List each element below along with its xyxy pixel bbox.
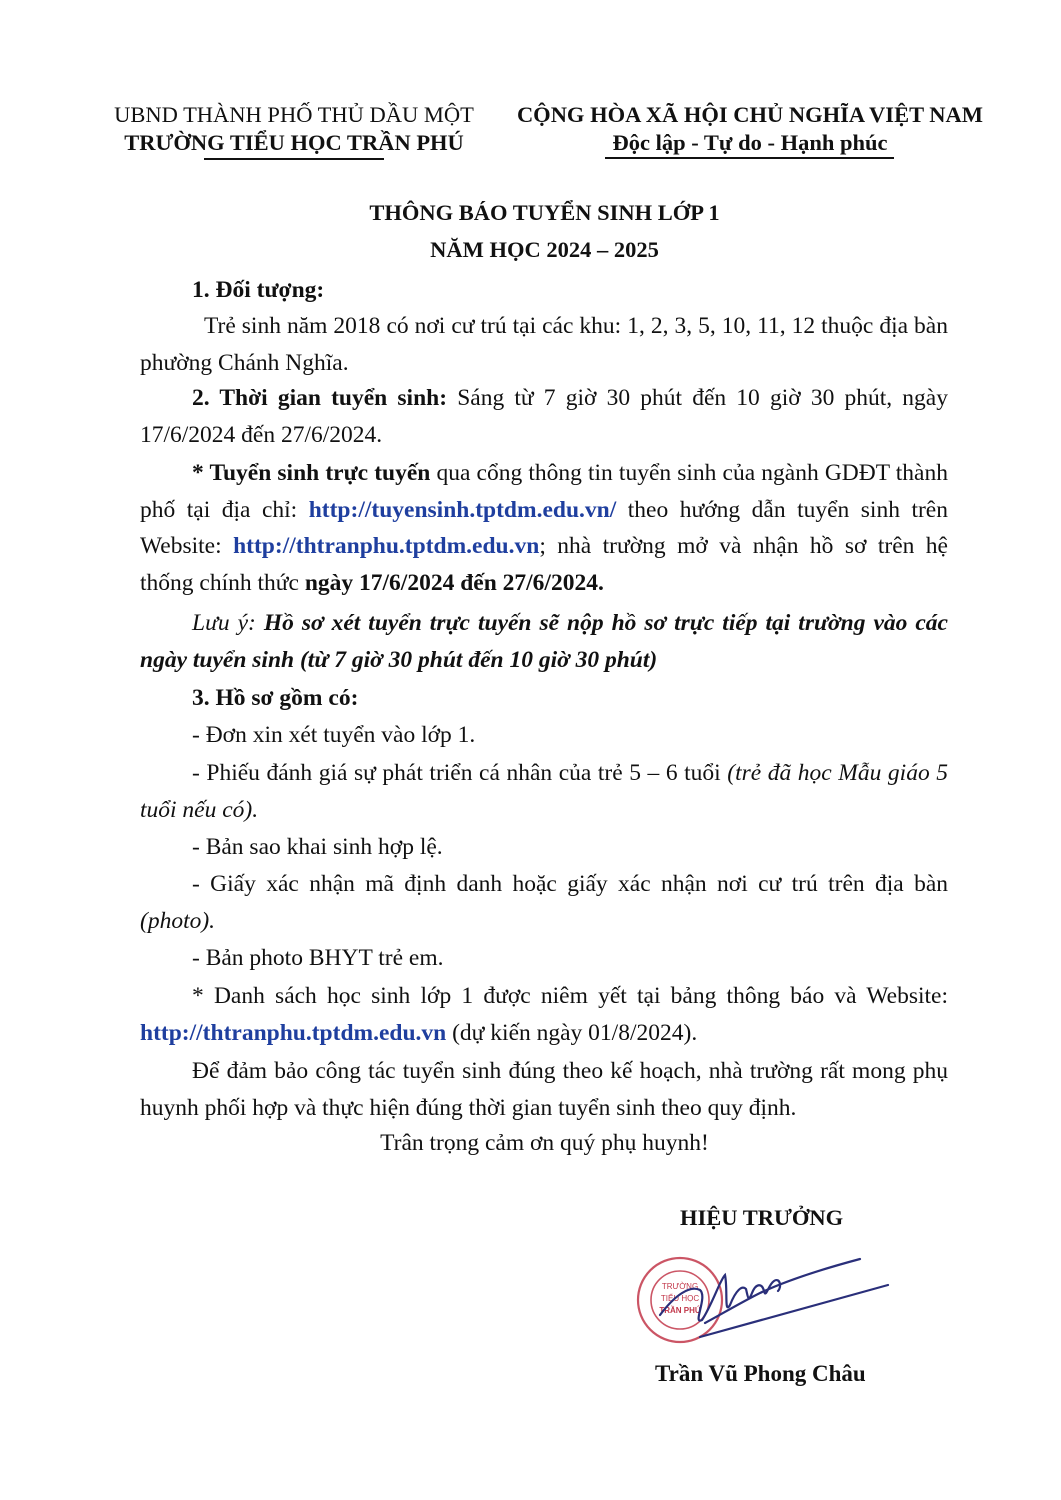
note-paragraph [140, 605, 948, 678]
document-item-5: - Bản photo BHYT trẻ em. [192, 945, 444, 971]
svg-text:TIỂU HỌC: TIỂU HỌC [660, 1294, 700, 1303]
document-item-4 [140, 866, 948, 939]
section1-heading: 1. Đối tượng: [192, 277, 325, 303]
list-notice-website-link[interactable]: http://thtranphu.tptdm.edu.vn [140, 1019, 447, 1046]
header-right-line1: CỘNG HÒA XÃ HỘI CHỦ NGHĨA VIỆT NAM [516, 102, 984, 127]
closing-thanks: Trân trọng cảm ơn quý phụ huynh! [380, 1130, 709, 1156]
section3-heading: 3. Hồ sơ gồm có: [192, 685, 359, 711]
document-title-line1: THÔNG BÁO TUYỂN SINH LỚP 1 [369, 200, 720, 225]
document-item-3: - Bản sao khai sinh hợp lệ. [192, 834, 443, 860]
svg-text:TRẦN PHÚ: TRẦN PHÚ [659, 1306, 701, 1315]
closing-paragraph: Để đảm bảo công tác tuyển sinh đúng theo kế hoạch, nhà trường rất mong phụ huynh phối hợp và thực hiện đúng thời gian tuyển sinh theo quy định. [140, 1058, 948, 1121]
svg-text:TRƯỜNG: TRƯỜNG [661, 1282, 699, 1291]
signer-name: Trần Vũ Phong Châu [655, 1361, 866, 1386]
document-item-4-note: (photo). [140, 907, 216, 934]
header-left-underline [204, 158, 384, 160]
document-item-2-text: - Phiếu đánh giá sự phát triển cá nhân của trẻ 5 – 6 tuổi [192, 760, 728, 786]
section1-body: Trẻ sinh năm 2018 có nơi cư trú tại các khu: 1, 2, 3, 5, 10, 11, 12 thuộc địa bàn phường Chánh Nghĩa. [140, 313, 948, 376]
list-notice-paragraph [140, 978, 948, 1051]
header-left-line1: UBND THÀNH PHỐ THỦ DẦU MỘT [114, 102, 474, 127]
section2-body: Sáng từ 7 giờ 30 phút đến 10 giờ 30 phút, ngày 17/6/2024 đến 27/6/2024. [140, 385, 948, 448]
online-dates: ngày 17/6/2024 đến 27/6/2024. [304, 569, 604, 596]
header-left-line2: TRƯỜNG TIỂU HỌC TRẦN PHÚ [124, 130, 464, 155]
online-text2: theo hướng dẫn tuyển sinh trên Website: [140, 496, 948, 559]
online-text3: ; nhà trường mở và nhận hồ sơ trên hệ thống chính thức [140, 533, 948, 596]
list-notice-text1: * Danh sách học sinh lớp 1 được niêm yết tại bảng thông báo và Website: [192, 983, 948, 1009]
section2-paragraph [140, 380, 948, 453]
section2-heading: 2. Thời gian tuyển sinh: [192, 385, 448, 411]
official-stamp [638, 1258, 722, 1342]
header-right-underline [605, 157, 894, 159]
online-admission-paragraph [140, 455, 948, 601]
list-notice-text2: (dự kiến ngày 01/8/2024). [446, 1019, 698, 1046]
signature-position: HIỆU TRƯỞNG [680, 1205, 844, 1230]
document-item-2 [140, 755, 948, 828]
document-item-2-note: (trẻ đã học Mẫu giáo 5 tuổi nếu có). [140, 760, 948, 823]
header-right-line2: Độc lập - Tự do - Hạnh phúc [612, 130, 888, 155]
school-website-link[interactable]: http://thtranphu.tptdm.edu.vn [233, 533, 540, 559]
official-stamp-and-signature [630, 1245, 900, 1355]
online-admission-lead: * Tuyển sinh trực tuyến [192, 460, 431, 486]
online-text1: qua cổng thông tin tuyển sinh của ngành GDĐT thành phố tại địa chỉ: [140, 460, 948, 523]
document-item-1: - Đơn xin xét tuyển vào lớp 1. [192, 722, 476, 748]
note-label: Lưu ý: [192, 610, 256, 636]
document-item-4-text: - Giấy xác nhận mã định danh hoặc giấy xác nhận nơi cư trú trên địa bàn [192, 871, 948, 897]
document-title-line2: NĂM HỌC 2024 – 2025 [430, 237, 659, 262]
online-portal-link[interactable]: http://tuyensinh.tptdm.edu.vn/ [308, 496, 617, 523]
note-body: Hồ sơ xét tuyển trực tuyến sẽ nộp hồ sơ trực tiếp tại trường vào các ngày tuyển sinh (từ 7 giờ 30 phút đến 10 giờ 30 phút) [140, 610, 948, 673]
